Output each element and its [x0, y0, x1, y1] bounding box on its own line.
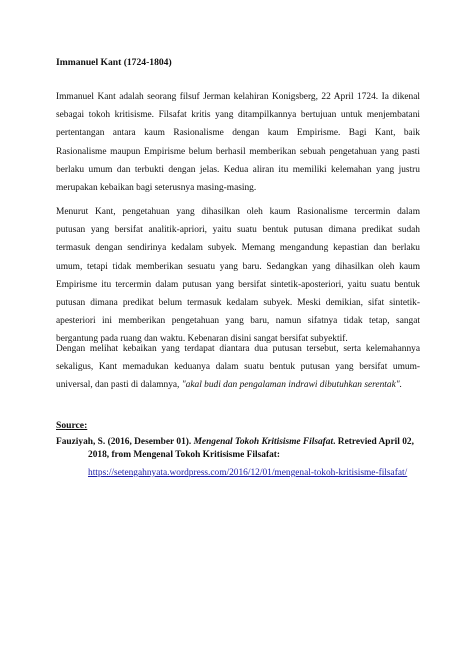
reference-entry	[56, 436, 426, 462]
paragraph-line: apesteriori ini memberikan pengetahuan yang baru, namun sifatnya tidak tetap, sangat	[56, 316, 420, 327]
paragraph-line: Empirisme itu tercermin dalam putusan yang bersifat sintetik-aposteriori, yaitu suatu bentuk	[56, 279, 420, 290]
reference-line	[56, 436, 426, 449]
paragraph-line	[56, 376, 420, 394]
paragraph-line: umum, tetapi tidak memberikan sesuatu yang baru. Sedangkan yang dihasilkan oleh kaum	[56, 261, 420, 272]
paragraph-line: bergantung pada ruang dan waktu. Kebenaran disini sangat bersifat subyektif.	[56, 334, 348, 345]
paragraph-line: berlaku umum dan terbukti dengan jelas. Kedua aliran itu memiliki kelemahan yang justru	[56, 164, 420, 175]
reference-retrieved: . Retrevied April 02,	[333, 437, 414, 447]
paragraph-line: sebagai tokoh kritisisme. Filsafat kritis yang ditampilkannya bertujuan untuk menjembatani	[56, 110, 420, 121]
reference-title: Mengenal Tokoh Kritisisme Filsafat	[193, 437, 334, 447]
paragraph-intro	[56, 88, 420, 197]
paragraph-line-text: universal, dan pasti di dalamnya,	[56, 380, 182, 391]
paragraph-line: sekaligus, Kant memadukan keduanya dalam suatu bentuk putusan yang bersifat umum-	[56, 362, 420, 373]
paragraph-line: Menurut Kant, pengetahuan yang dihasilkan oleh kaum Rasionalisme tercermin dalam	[56, 207, 420, 217]
reference-author: Fauziyah, S. (2016, Desember 01).	[56, 437, 194, 447]
paragraph-line: pertentangan antara kaum Rasionalisme dengan kaum Empirisme. Bagi Kant, baik	[56, 128, 420, 139]
reference-url-link[interactable]: https://setengahnyata.wordpress.com/2016/12/01/mengenal-tokoh-kritisisme-filsafat/	[88, 468, 408, 478]
paragraph-kant-view	[56, 203, 420, 349]
paragraph-line: merupakan kebaikan bagi seterusnya masing-masing.	[56, 183, 257, 194]
paragraph-line: termasuk dengan sendirinya kedalam subyek. Memang mengandung kepastian dan berlaku	[56, 243, 420, 254]
paragraph-line: Immanuel Kant adalah seorang filsuf Jerman kelahiran Konigsberg, 22 April 1724. Ia dikenal	[56, 92, 420, 102]
paragraph-conclusion	[56, 340, 420, 395]
source-heading: Source:	[56, 420, 88, 431]
reference-line: 2018, from Mengenal Tokoh Kritisisme Filsafat:	[88, 450, 281, 460]
quote-text: "akal budi dan pengalaman indrawi dibutuhkan serentak".	[181, 380, 403, 391]
document-title: Immanuel Kant (1724-1804)	[56, 57, 172, 68]
paragraph-line: Rasionalisme maupun Empirisme belum berhasil memberikan sebuah pengetahuan yang pasti	[56, 146, 420, 157]
paragraph-line: putusan dimana predikat belum termasuk kedalam subyek. Meski demikian, sifat sintetik-	[56, 298, 420, 309]
paragraph-line: Dengan melihat kebaikan yang terdapat diantara dua putusan tersebut, serta kelemahannya	[56, 344, 420, 354]
paragraph-line: putusan yang bersifat analitik-apriori, yaitu suatu bentuk putusan dimana predikat sudah	[56, 225, 420, 236]
